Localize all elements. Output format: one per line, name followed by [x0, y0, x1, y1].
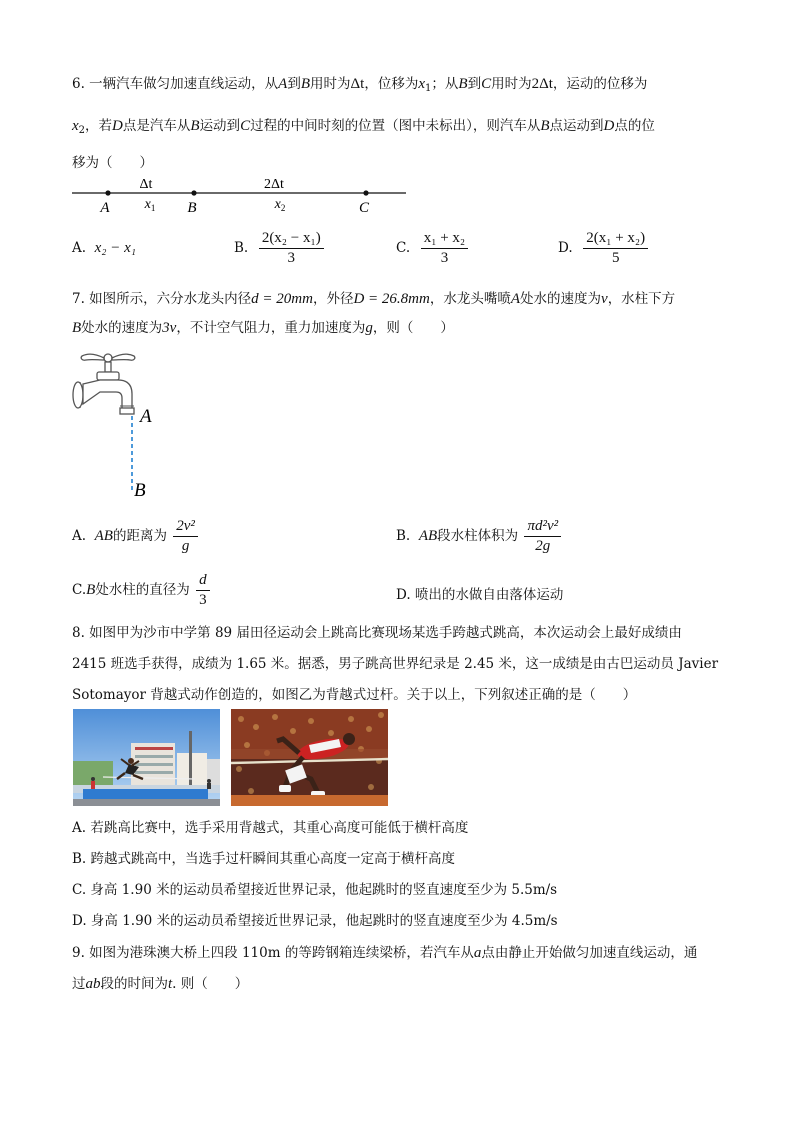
- q6-label-b: B: [187, 200, 197, 216]
- q7-option-c-fraction: $\frac{d}{3}$: [196, 572, 210, 609]
- q9-line1: 9. 如图为港珠澳大桥上四段 110m 的等跨钢箱连续梁桥，若汽车从a点由静止开始做匀加速直线运动，通: [72, 945, 698, 961]
- q8-option-a: A. 若跳高比赛中，选手采用背越式，其重心高度可能低于横杆高度: [72, 820, 469, 836]
- q9-line2: 过ab段的时间为t. 则（ ）: [72, 976, 249, 992]
- photo-straddle-jump: [73, 709, 220, 806]
- q8-option-d: D. 身高 1.90 米的运动员希望接近世界记录，他起跳时的竖直速度至少为 4.5m/s: [72, 913, 558, 929]
- q6-label-c: C: [358, 200, 370, 216]
- q6-label-a: A: [100, 200, 110, 216]
- q7-line1: 7. 如图所示，六分水龙头内径d = 20mm，外径D = 26.8mm，水龙头嘴喷A处水的速度为v，水柱下方: [72, 291, 676, 307]
- q6-label-x2: $x_2$: [274, 197, 286, 213]
- q7-option-b-fraction: $\frac{\text{πd²v²}}{2g}$: [524, 518, 561, 555]
- q6-label-x1: $x_1$: [144, 197, 156, 213]
- q6-point-a: [105, 190, 110, 195]
- q8-option-b: B. 跨越式跳高中，当选手过杆瞬间其重心高度一定高于横杆高度: [72, 851, 456, 867]
- q6-option-a: A. x₂ − x₁: [72, 240, 137, 256]
- faucet-label-a: A: [140, 406, 152, 427]
- faucet-label-b: B: [134, 480, 146, 500]
- q6-option-b-fraction: $\frac{\text{2(x₂ − x₁)}}{3}$: [259, 230, 324, 267]
- q7-option-b: B. AB段水柱体积为 $\frac{\text{πd²v²}}{2g}$: [396, 518, 563, 555]
- faucet-illustration: [70, 348, 170, 500]
- q6-line2: $x_2$，若D点是汽车从B运动到C过程的中间时刻的位置（图中未标出），则汽车从B点运动到D点的位: [72, 118, 655, 136]
- q6-option-b: B. $\frac{\text{2(x₂ − x₁)}}{3}$: [234, 230, 326, 267]
- q7-option-d: D. 喷出的水做自由落体运动: [396, 587, 564, 603]
- q6-motion-diagram: [70, 174, 410, 218]
- q6-option-d-fraction: $\frac{\text{2(x₁ + x₂)}}{5}$: [583, 230, 648, 267]
- q6-option-c-fraction: $\frac{\text{x₁ + x₂}}{3}$: [421, 230, 468, 267]
- q6-label-dt: Δt: [139, 177, 153, 192]
- photo-fosbury-flop: [231, 709, 388, 806]
- q6-line1: 6. 一辆汽车做匀加速直线运动，从A到B用时为Δt，位移为$x_1$；从B到C用时为2Δt，运动的位移为: [72, 76, 648, 94]
- q8-line3: Sotomayor 背越式动作创造的，如图乙为背越式过杆。关于以上，下列叙述正确的是（ ）: [72, 687, 637, 703]
- q8-line1: 8. 如图甲为沙市中学第 89 届田径运动会上跳高比赛现场某选手跨越式跳高，本次运动会上最好成绩由: [72, 625, 682, 641]
- q8-option-c: C. 身高 1.90 米的运动员希望接近世界记录，他起跳时的竖直速度至少为 5.5m/s: [72, 882, 558, 898]
- q7-line2: B处水的速度为3v，不计空气阻力，重力加速度为g，则（ ）: [72, 320, 454, 336]
- q6-point-b: [191, 190, 196, 195]
- faucet-body-icon: [73, 372, 134, 414]
- q6-option-c: C. $\frac{\text{x₁ + x₂}}{3}$: [396, 230, 470, 267]
- q6-label-2dt: 2Δt: [264, 177, 284, 192]
- q7-option-a-fraction: $\frac{\text{2v²}}{g}$: [173, 518, 198, 555]
- q7-option-c: C.B处水柱的直径为 $\frac{d}{3}$: [72, 572, 212, 609]
- q8-line2: 2415 班选手获得，成绩为 1.65 米。据悉，男子跳高世界纪录是 2.45 米，这一成绩是由古巴运动员 Javier: [72, 656, 719, 672]
- faucet-handle-icon: [81, 354, 135, 372]
- q6-point-c: [363, 190, 368, 195]
- q6-option-d: D. $\frac{\text{2(x₁ + x₂)}}{5}$: [558, 230, 650, 267]
- q7-option-a: A. AB的距离为 $\frac{\text{2v²}}{g}$: [72, 518, 200, 555]
- q6-line3: 移为（ ）: [72, 155, 153, 171]
